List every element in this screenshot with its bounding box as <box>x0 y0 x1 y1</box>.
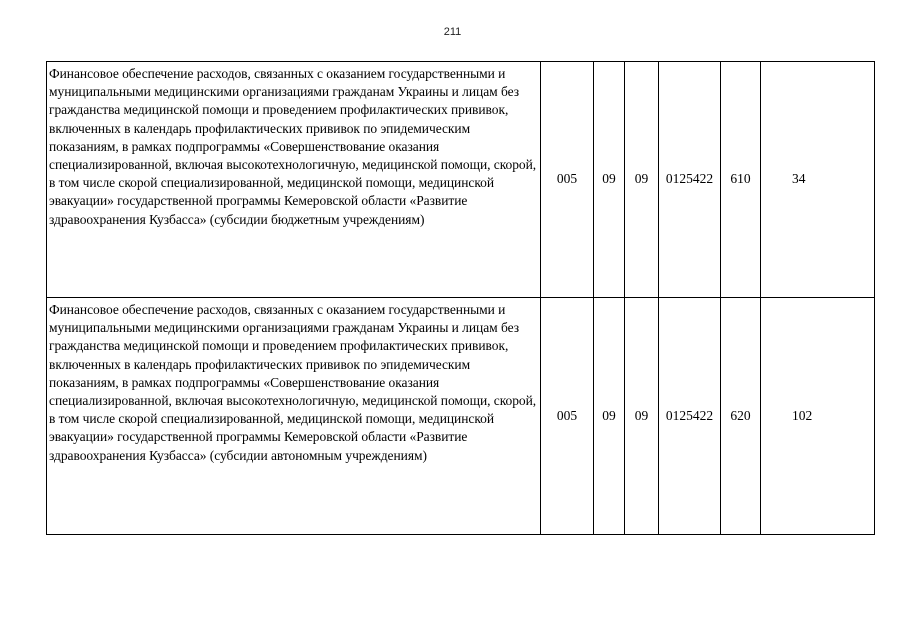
target-article-code: 0125422 <box>659 62 721 298</box>
target-article-code: 0125422 <box>659 298 721 535</box>
expense-description: Финансовое обеспечение расходов, связанных с оказанием государственными и муниципальными медицинскими организациями гражданам Украины и лицам без гражданства медицинской помощи и проведением профилактических прививок, включенных в календарь профилактических прививок по эпидемическим показаниям, в рамках подпрограммы «Совершенствование оказания специализированной, включая высокотехнологичную, медицинской помощи, скорой, в том числе скорой специализированной, медицинской помощи, медицинской эвакуации» государственной программы Кемеровской области «Развитие здравоохранения Кузбасса» (субсидии автономным учреждениям) <box>47 298 541 535</box>
expense-type-code: 620 <box>721 298 761 535</box>
subsection-code: 09 <box>625 62 659 298</box>
table-row <box>47 62 875 298</box>
ministry-code: 005 <box>541 62 594 298</box>
amount-value: 34 <box>761 62 875 298</box>
amount-value: 102 <box>761 298 875 535</box>
section-code: 09 <box>594 62 625 298</box>
section-code: 09 <box>594 298 625 535</box>
page-number: 211 <box>443 26 462 38</box>
table-row <box>47 298 875 535</box>
budget-table <box>46 61 875 535</box>
expense-type-code: 610 <box>721 62 761 298</box>
ministry-code: 005 <box>541 298 594 535</box>
expense-description: Финансовое обеспечение расходов, связанных с оказанием государственными и муниципальными медицинскими организациями гражданам Украины и лицам без гражданства медицинской помощи и проведением профилактических прививок, включенных в календарь профилактических прививок по эпидемическим показаниям, в рамках подпрограммы «Совершенствование оказания специализированной, включая высокотехнологичную, медицинской помощи, скорой, в том числе скорой специализированной, медицинской помощи, медицинской эвакуации» государственной программы Кемеровской области «Развитие здравоохранения Кузбасса» (субсидии бюджетным учреждениям) <box>47 62 541 298</box>
subsection-code: 09 <box>625 298 659 535</box>
